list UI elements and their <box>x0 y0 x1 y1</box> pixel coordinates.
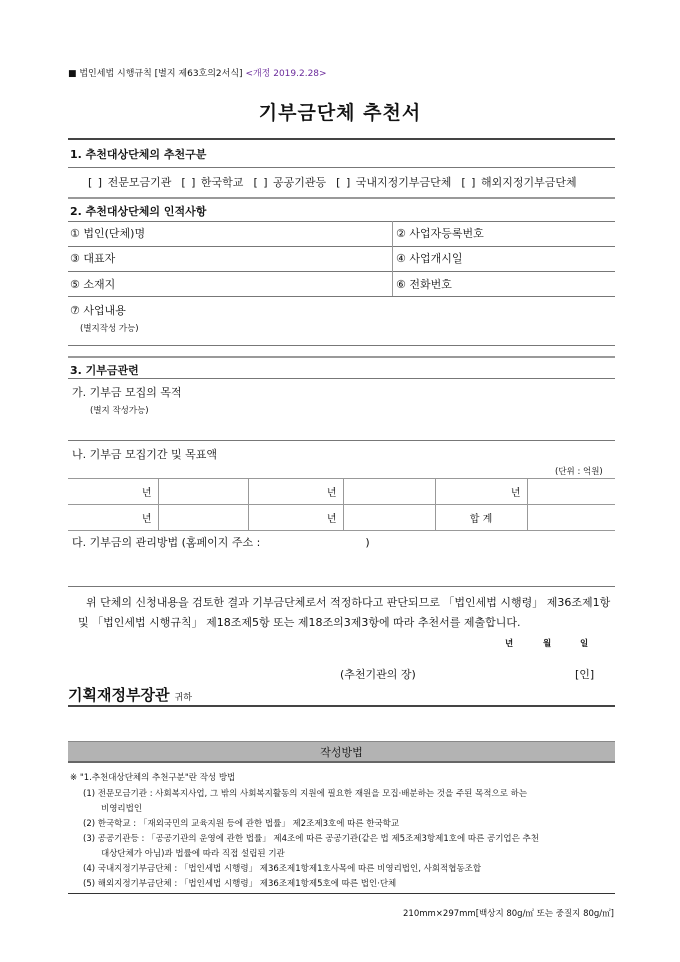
divider <box>68 356 615 358</box>
divider <box>68 586 615 587</box>
field-period-target: 나. 기부금 모집기간 및 목표액 <box>72 448 217 461</box>
field-business-number[interactable]: ② 사업자등록번호 <box>396 227 484 240</box>
divider <box>68 221 615 222</box>
section2-title: 2. 추천대상단체의 인적사항 <box>70 205 207 218</box>
instruction-item: 대상단체가 아님)과 법률에 따라 직접 설립된 기관 <box>101 849 285 859</box>
instruction-item: (4) 국내지정기부금단체 : 「법인세법 시행령」 제36조제1항제1호사목에 따른 비영리법인, 사회적협동조합 <box>83 864 482 874</box>
divider <box>68 167 615 168</box>
instruction-item: (1) 전문모금기관 : 사회복지사업, 그 밖의 사회복지활동의 지원에 필요한 재원을 모집·배분하는 것을 주된 목적으로 하는 <box>83 789 528 799</box>
date-day[interactable]: 일 <box>580 639 589 649</box>
paper-spec: 210mm×297mm[백상지 80g/㎡ 또는 중질지 80g/㎡] <box>403 909 614 919</box>
management-label: 다. 기부금의 관리방법 (홈페이지 주소 : <box>72 536 261 549</box>
field-purpose[interactable]: 가. 기부금 모집의 목적 <box>72 386 182 399</box>
table-row <box>68 479 615 505</box>
instruction-item: (2) 한국학교 : 「재외국민의 교육지원 등에 관한 법률」 제2조제3호에 따른 한국학교 <box>83 819 400 829</box>
divider <box>68 440 615 441</box>
purpose-note: (별지 작성가능) <box>90 406 149 416</box>
divider <box>68 705 615 707</box>
seal-label[interactable]: [인] <box>575 668 595 681</box>
total-amount-cell[interactable] <box>527 505 615 531</box>
statement-line2: 및 「법인세법 시행규칙」 제18조제5항 또는 제18조의3제3항에 따라 추천서를 제출합니다. <box>78 616 521 629</box>
divider <box>68 246 615 247</box>
column-divider <box>392 221 393 296</box>
year-label: 년 <box>68 479 158 505</box>
paren-close: ) <box>365 536 370 549</box>
recipient-name: 기획재정부장관 <box>68 686 170 704</box>
instructions-heading: ※ "1.추천대상단체의 추천구분"란 작성 방법 <box>70 773 236 783</box>
statement-line1: 위 단체의 신청내용을 검토한 결과 기부금단체로서 적정하다고 판단되므로 「법인세법 시행령」 제36조제1항 <box>86 596 611 609</box>
field-phone[interactable]: ⑥ 전화번호 <box>396 278 452 291</box>
divider <box>68 138 615 140</box>
unit-label: (단위 : 억원) <box>555 467 603 477</box>
amount-cell[interactable] <box>158 479 248 505</box>
divider <box>68 197 615 199</box>
field-management-method[interactable] <box>72 534 370 550</box>
option-korean-school[interactable]: [ ] 한국학교 <box>181 176 244 189</box>
recommendation-type-options <box>88 174 587 190</box>
option-overseas-donation[interactable]: [ ] 해외지정기부금단체 <box>461 176 577 189</box>
field-representative[interactable]: ③ 대표자 <box>70 252 116 265</box>
form-reference <box>68 66 327 79</box>
option-domestic-donation[interactable]: [ ] 국내지정기부금단체 <box>336 176 452 189</box>
table-row <box>68 505 615 531</box>
option-fundraising[interactable]: [ ] 전문모금기관 <box>88 176 172 189</box>
date-month[interactable]: 월 <box>543 639 552 649</box>
year-label: 년 <box>68 505 158 531</box>
instruction-item: 비영리법인 <box>101 804 143 814</box>
field-org-name[interactable]: ① 법인(단체)명 <box>70 227 146 240</box>
instructions-header: 작성방법 <box>68 741 615 763</box>
year-label: 년 <box>248 479 343 505</box>
date-year[interactable]: 년 <box>505 639 514 649</box>
divider <box>68 345 615 346</box>
year-label: 년 <box>435 479 527 505</box>
section3-title: 3. 기부금관련 <box>70 364 139 377</box>
field-business-content[interactable]: ⑦ 사업내용 <box>70 304 126 317</box>
option-public-institution[interactable]: [ ] 공공기관등 <box>253 176 327 189</box>
amount-cell[interactable] <box>343 505 435 531</box>
year-label: 년 <box>248 505 343 531</box>
divider <box>68 296 615 297</box>
section1-title: 1. 추천대상단체의 추천구분 <box>70 148 207 161</box>
revision-date: <개정 2019.2.28> <box>245 69 327 79</box>
total-label: 합 계 <box>435 505 527 531</box>
form-number: ■ 법인세법 시행규칙 [별지 제63호의2서식] <box>68 69 243 79</box>
divider <box>68 893 615 894</box>
page-title: 기부금단체 추천서 <box>258 102 422 124</box>
business-content-note: (별지작성 가능) <box>80 324 139 334</box>
divider <box>68 271 615 272</box>
recipient <box>68 684 192 705</box>
field-address[interactable]: ⑤ 소재지 <box>70 278 116 291</box>
instruction-item: (3) 공공기관등 : 「공공기관의 운영에 관한 법률」 제4조에 따른 공공기관(같은 법 제5조제3항제1호에 따른 공기업은 추천 <box>83 834 539 844</box>
amount-cell[interactable] <box>527 479 615 505</box>
amount-cell[interactable] <box>343 479 435 505</box>
honorific: 귀하 <box>174 693 192 703</box>
field-start-date[interactable]: ④ 사업개시일 <box>396 252 463 265</box>
divider <box>68 378 615 379</box>
signer-label: (추천기관의 장) <box>340 668 416 681</box>
period-target-table <box>68 478 615 531</box>
amount-cell[interactable] <box>158 505 248 531</box>
instruction-item: (5) 해외지정기부금단체 : 「법인세법 시행령」 제36조제1항제5호에 따른 법인·단체 <box>83 879 397 889</box>
